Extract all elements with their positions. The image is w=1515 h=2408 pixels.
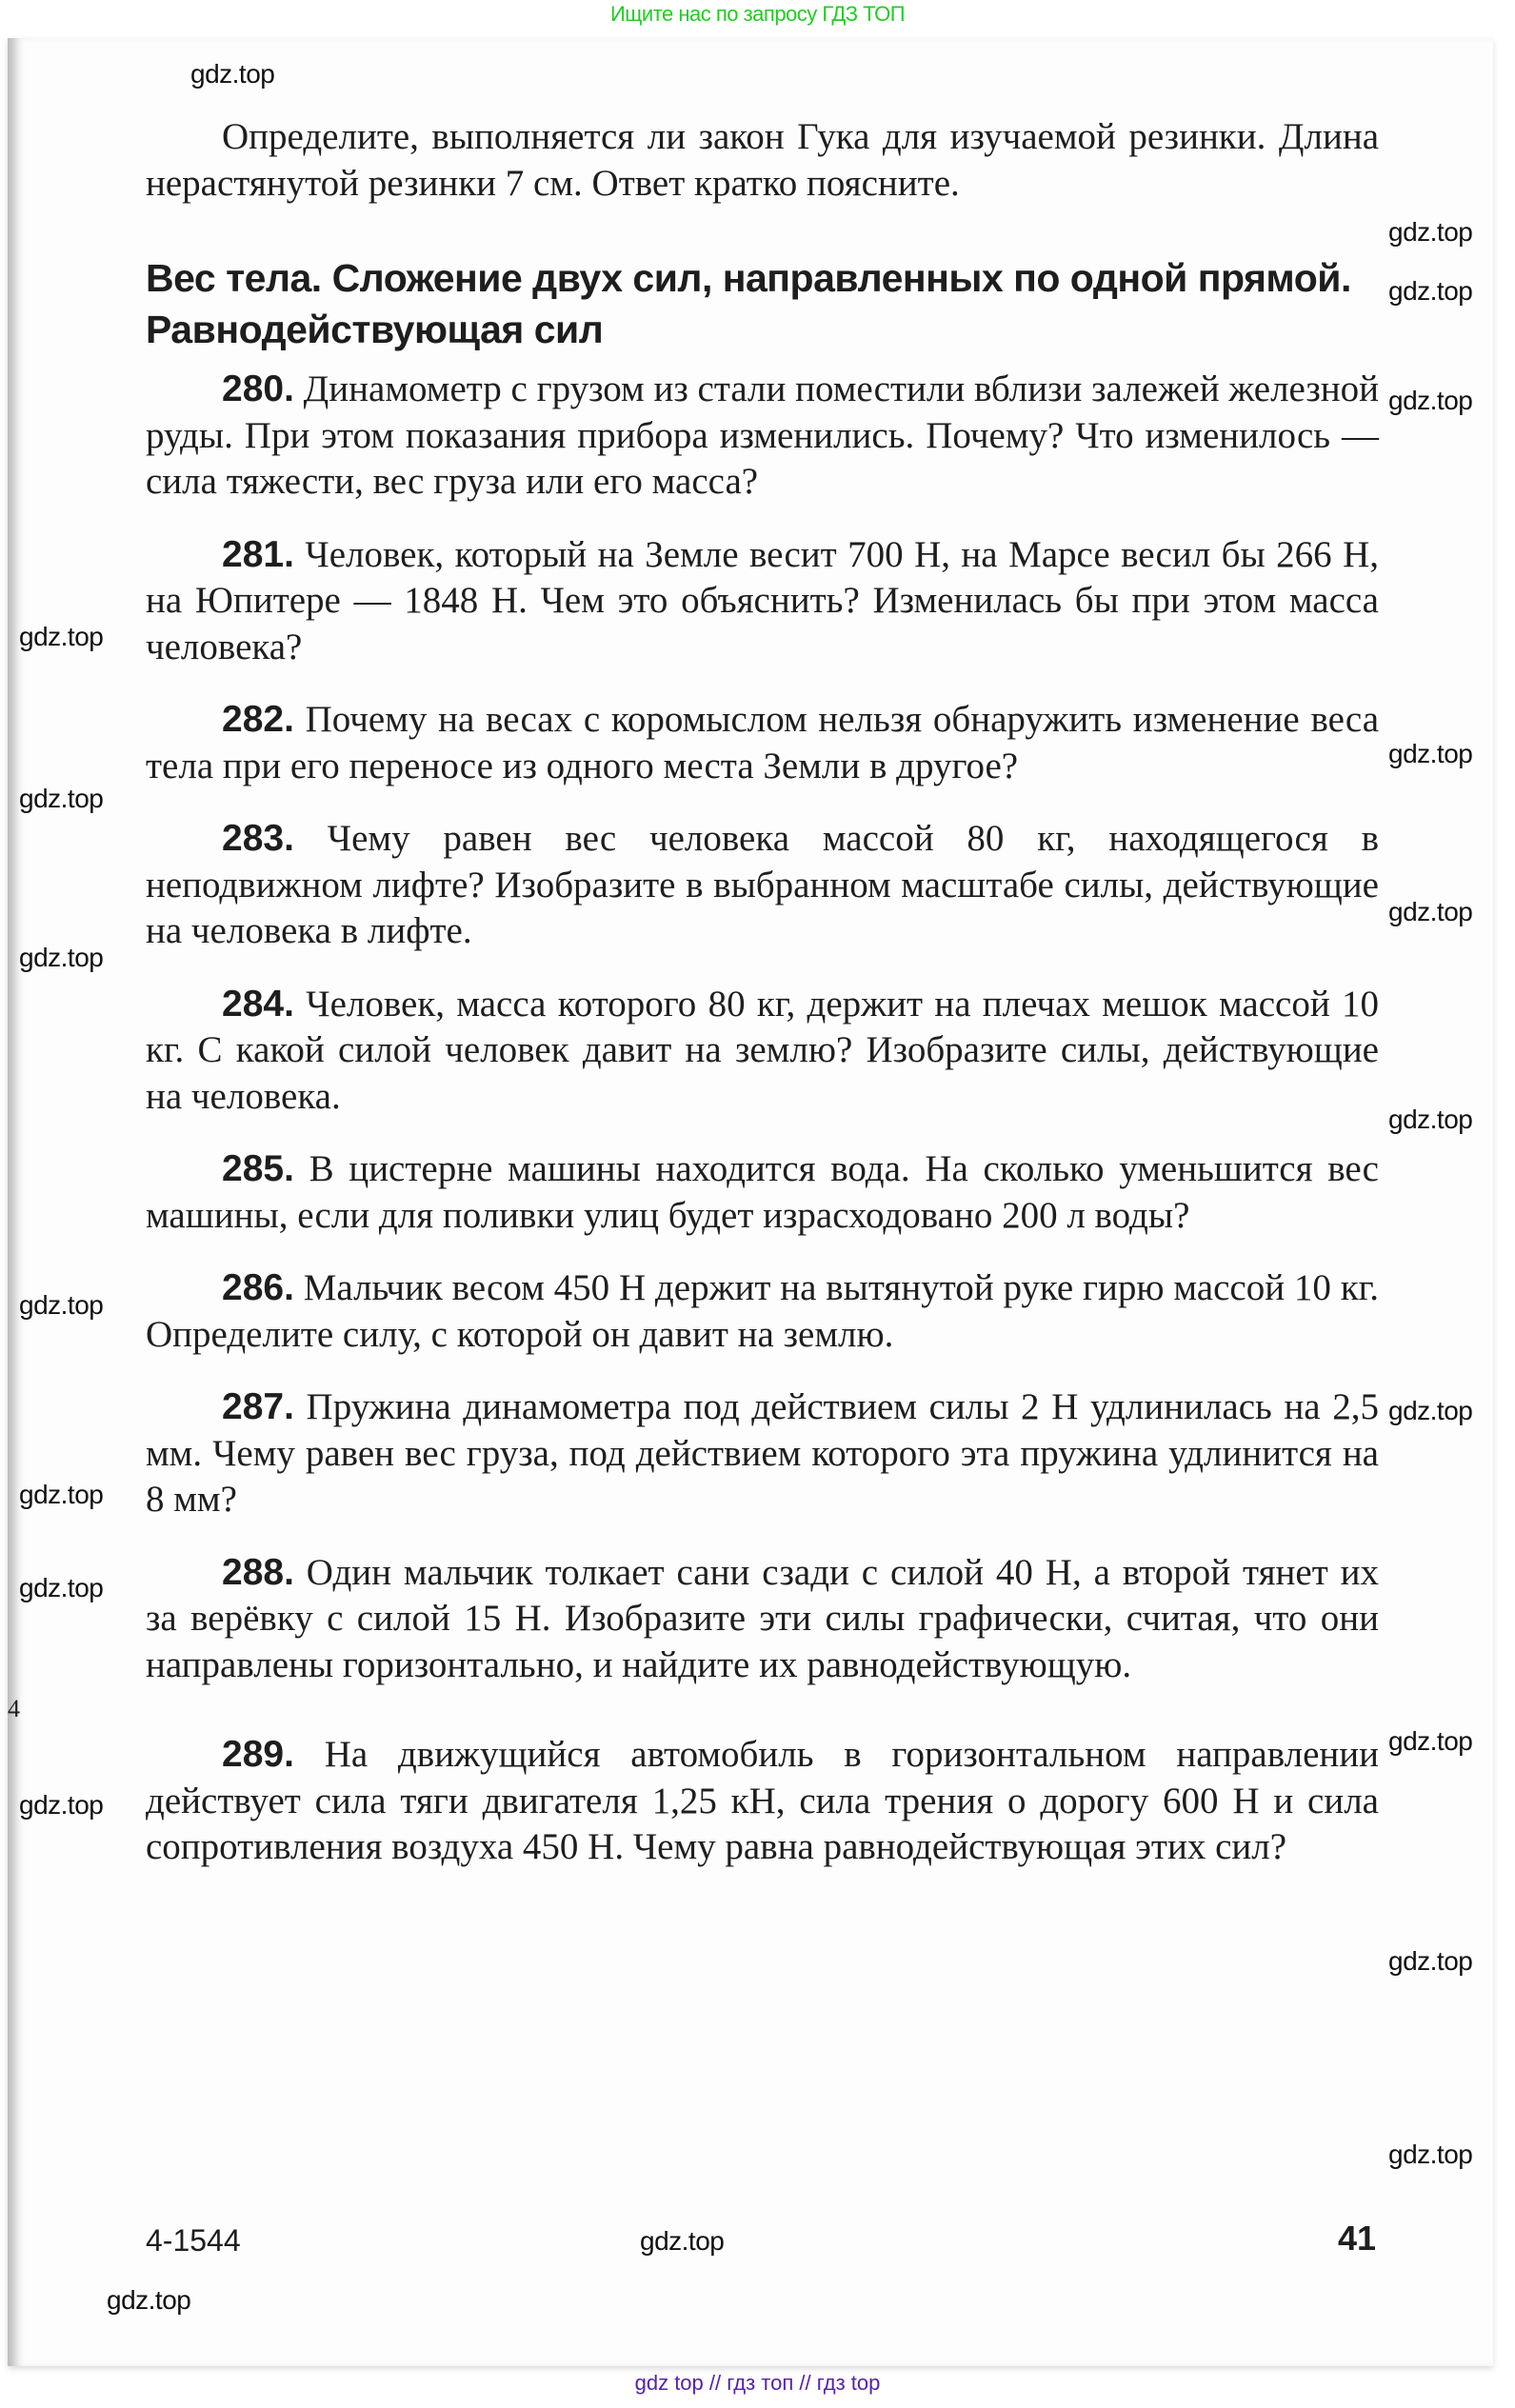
problem-286 bbox=[146, 1265, 1379, 1358]
problem-number: 288. bbox=[222, 1551, 294, 1593]
problem-text: Мальчик весом 450 Н держит на вытянутой руке гирю массой 10 кг. Определите силу, с которой он давит на землю. bbox=[146, 1267, 1379, 1355]
problem-list bbox=[146, 367, 1379, 1871]
problem-282 bbox=[146, 697, 1379, 789]
footer-code: 4-1544 bbox=[146, 2223, 241, 2258]
problem-text: Динамометр с грузом из стали поместили вблизи залежей железной руды. При этом показания прибора изменились. Почему? Что изменилось — сила тяжести, вес груза или его масса? bbox=[146, 368, 1379, 502]
watermark: gdz.top bbox=[19, 1480, 104, 1509]
watermark: gdz.top bbox=[107, 2285, 191, 2315]
watermark: gdz.top bbox=[19, 943, 104, 972]
problem-288 bbox=[146, 1550, 1379, 1689]
problem-text: В цистерне машины находится вода. На сколько уменьшится вес машины, если для поливки улиц будет израсходовано 200 л воды? bbox=[146, 1148, 1379, 1236]
problem-number: 286. bbox=[222, 1267, 294, 1308]
problem-number: 289. bbox=[222, 1734, 294, 1775]
problem-text: Человек, который на Земле весит 700 Н, на Марсе весил бы 266 Н, на Юпитере — 1848 Н. Чем это объяснить? Изменилась бы при этом масса человека? bbox=[146, 533, 1380, 667]
margin-mark: 4 bbox=[8, 1695, 20, 1722]
top-banner[interactable]: Ищите нас по запросу ГДЗ ТОП bbox=[609, 2, 906, 26]
watermark: gdz.top bbox=[1388, 386, 1473, 415]
intro-paragraph: Определите, выполняется ли закон Гука для изучаемой резинки. Длина нерастянутой резинки 7 см. Ответ кратко поясните. bbox=[146, 116, 1379, 204]
problem-text: На движущийся автомобиль в горизонтальном направлении действует сила тяги двигателя 1,25 кН, сила трения о дорогу 600 Н и сила сопротивления воздуха 450 Н. Чему равна равнодействующая этих сил? bbox=[146, 1734, 1380, 1867]
problem-text: Человек, масса которого 80 кг, держит на плечах мешок массой 10 кг. С какой силой человек давит на землю? Изобразите силы, действующие на человека. bbox=[146, 983, 1380, 1117]
problem-number: 287. bbox=[222, 1386, 294, 1427]
problem-number: 285. bbox=[222, 1148, 294, 1189]
problem-283 bbox=[146, 816, 1379, 955]
bottom-banner[interactable]: gdz top // гдз топ // гдз top bbox=[634, 2371, 881, 2395]
problem-284 bbox=[146, 982, 1379, 1121]
watermark: gdz.top bbox=[1388, 1946, 1473, 1976]
watermark: gdz.top bbox=[1388, 217, 1473, 247]
section-heading: Вес тела. Сложение двух сил, направленных по одной прямой. Равнодействующая сил bbox=[146, 256, 1351, 351]
watermark: gdz.top bbox=[19, 784, 104, 813]
problem-number: 280. bbox=[222, 368, 294, 409]
watermark: gdz.top bbox=[1388, 1726, 1473, 1756]
problem-number: 281. bbox=[222, 533, 294, 575]
problem-287 bbox=[146, 1384, 1379, 1523]
problem-285 bbox=[146, 1146, 1379, 1239]
problem-text: Пружина динамометра под действием силы 2 Н удлинилась на 2,5 мм. Чему равен вес груза, под действием которого эта пружина удлинится на 8 мм? bbox=[146, 1386, 1380, 1520]
watermark: gdz.top bbox=[1388, 897, 1473, 926]
problem-text: Один мальчик толкает сани сзади с силой 40 Н, а второй тянет их за верёвку с силой 15 Н. Изобразите эти силы графически, считая, что они направлены горизонтально, и найдите их равнодействующую. bbox=[146, 1551, 1379, 1685]
problem-text: Почему на весах с коромыслом нельзя обнаружить изменение веса тела при его переносе из одного места Земли в другое? bbox=[146, 699, 1380, 786]
watermark: gdz.top bbox=[1388, 739, 1473, 768]
problem-number: 283. bbox=[222, 818, 294, 859]
watermark: gdz.top bbox=[1388, 1104, 1473, 1134]
problem-281 bbox=[146, 532, 1379, 671]
watermark: gdz.top bbox=[1388, 276, 1473, 306]
problem-text: Чему равен вес человека массой 80 кг, находящегося в неподвижном лифте? Изобразите в выбранном масштабе силы, действующие на человека в лифте. bbox=[146, 818, 1380, 951]
watermark: gdz.top bbox=[19, 1790, 104, 1820]
problem-289 bbox=[146, 1732, 1379, 1871]
problem-280 bbox=[146, 367, 1379, 506]
page-content bbox=[146, 114, 1379, 1898]
watermark: gdz.top bbox=[19, 622, 104, 651]
watermark: gdz.top bbox=[190, 59, 275, 89]
watermark: gdz.top bbox=[1388, 2139, 1473, 2169]
watermark: gdz.top bbox=[640, 2226, 725, 2256]
watermark: gdz.top bbox=[19, 1290, 104, 1320]
problem-number: 284. bbox=[222, 983, 294, 1025]
page-number: 41 bbox=[1338, 2219, 1377, 2258]
watermark: gdz.top bbox=[19, 1573, 104, 1602]
problem-number: 282. bbox=[222, 699, 294, 740]
watermark: gdz.top bbox=[1388, 1396, 1473, 1425]
